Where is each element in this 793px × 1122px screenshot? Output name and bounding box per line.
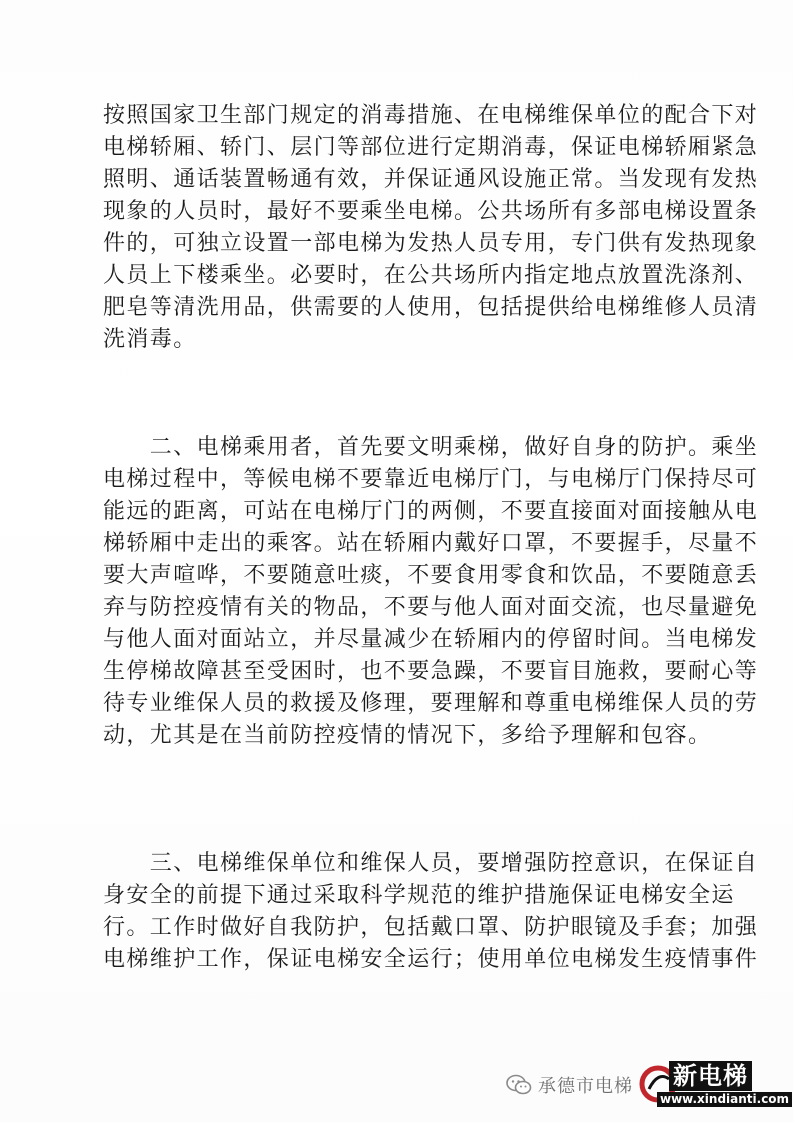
xindianti-logo	[639, 1061, 790, 1109]
text-line: 件的，可独立设置一部电梯为发热人员专用，专门供有发热现象	[103, 231, 759, 256]
logo-url: www.xindianti.com	[657, 1092, 792, 1107]
text-line: 肥皂等清洗用品，供需要的人使用，包括提供给电梯维修人员清	[103, 295, 759, 320]
paragraph-1	[103, 100, 759, 356]
watermark-source: 承德市电梯	[538, 1076, 633, 1097]
watermark	[506, 1060, 790, 1110]
text-line: 行。工作时做好自我防护，包括戴口罩、防护眼镜及手套；加强	[103, 915, 759, 940]
text-line: 人员上下楼乘坐。必要时，在公共场所内指定地点放置洗涤剂、	[103, 263, 759, 288]
text-line: 身安全的前提下通过采取科学规范的维护措施保证电梯安全运	[103, 883, 735, 908]
wechat-icon	[506, 1074, 532, 1096]
text-line: 洗消毒。	[103, 327, 197, 352]
text-line: 弃与防控疫情有关的物品，不要与他人面对面交流，也尽量避免	[103, 595, 759, 620]
text-line: 动，尤其是在当前防控疫情的情况下，多给予理解和包容。	[103, 723, 712, 748]
text-line: 电梯过程中，等候电梯不要靠近电梯厅门，与电梯厅门保持尽可	[103, 467, 759, 492]
text-line: 按照国家卫生部门规定的消毒措施、在电梯维保单位的配合下对	[103, 103, 759, 128]
text-line: 梯轿厢中走出的乘客。站在轿厢内戴好口罩，不要握手，尽量不	[103, 531, 759, 556]
text-line: 待专业维保人员的救援及修理，要理解和尊重电梯维保人员的劳	[103, 691, 759, 716]
text-line: 电梯维护工作，保证电梯安全运行；使用单位电梯发生疫情事件	[103, 947, 759, 972]
text-line: 要大声喧哗，不要随意吐痰，不要食用零食和饮品，不要随意丢	[103, 563, 759, 588]
text-line: 照明、通话装置畅通有效，并保证通风设施正常。当发现有发热	[103, 167, 759, 192]
logo-title: 新电梯	[669, 1061, 752, 1091]
text-line: 现象的人员时，最好不要乘坐电梯。公共场所有多部电梯设置条	[103, 199, 759, 224]
text-line: 三、电梯维保单位和维保人员，要增强防控意识，在保证自	[103, 851, 759, 876]
paragraph-2	[103, 432, 759, 752]
text-line: 能远的距离，可站在电梯厅门的两侧，不要直接面对面接触从电	[103, 499, 759, 524]
text-line: 与他人面对面站立，并尽量减少在轿厢内的停留时间。当电梯发	[103, 627, 759, 652]
paragraph-3	[103, 848, 759, 976]
text-line: 二、电梯乘用者，首先要文明乘梯，做好自身的防护。乘坐	[103, 435, 759, 460]
text-line: 生停梯故障甚至受困时，也不要急躁，不要盲目施救，要耐心等	[103, 659, 759, 684]
text-line: 电梯轿厢、轿门、层门等部位进行定期消毒，保证电梯轿厢紧急	[103, 135, 759, 160]
